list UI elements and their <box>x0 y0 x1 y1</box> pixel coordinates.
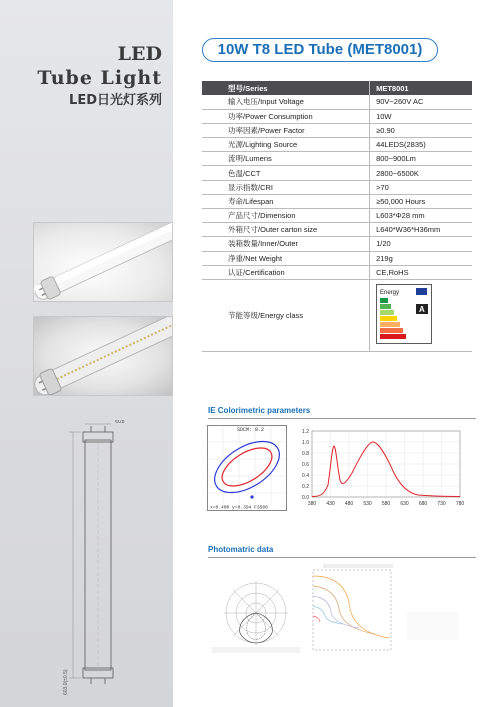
spec-label: 净重/Net Weight <box>202 251 370 265</box>
spd-y-tick: 1.2 <box>302 428 309 435</box>
section-title-photometric: Photomatric data <box>208 545 274 554</box>
product-header <box>202 38 438 62</box>
spec-row <box>202 95 472 109</box>
energy-label-graphic <box>370 279 472 351</box>
spec-row <box>202 109 472 123</box>
spec-row <box>202 123 472 137</box>
spd-y-tick: 0.0 <box>302 494 309 501</box>
spec-row <box>202 138 472 152</box>
section-divider <box>208 418 476 419</box>
spec-value: >70 <box>370 180 472 194</box>
product-photo-tube-leds <box>33 316 173 396</box>
spec-label: 功率/Power Consumption <box>202 109 370 123</box>
spec-label: 寿命/Lifespan <box>202 194 370 208</box>
spd-chart <box>290 425 468 510</box>
spec-label: 流明/Lumens <box>202 152 370 166</box>
spec-value: 90V~260V AC <box>370 95 472 109</box>
spd-x-tick: 780 <box>455 501 465 507</box>
product-photo-tube <box>33 222 173 302</box>
spec-label: 外箱尺寸/Outer carton size <box>202 223 370 237</box>
left-panel <box>0 0 173 707</box>
spd-y-tick: 0.6 <box>302 461 309 468</box>
spec-label: 光源/Lighting Source <box>202 138 370 152</box>
spec-row <box>202 166 472 180</box>
energy-rating: A <box>419 305 425 315</box>
spd-x-tick: 680 <box>418 501 428 507</box>
energy-title: Energy <box>380 290 400 297</box>
spec-header-label: 型号/Series <box>202 81 370 95</box>
spd-y-tick: 0.2 <box>302 483 309 490</box>
spec-value: 44LEDS(2835) <box>370 138 472 152</box>
spec-value: ≥50,000 Hours <box>370 194 472 208</box>
spec-value: CE,RoHS <box>370 265 472 279</box>
spd-x-tick: 430 <box>326 501 335 507</box>
spec-row-energy <box>202 279 472 351</box>
product-header-text: 10W T8 LED Tube (MET8001) <box>217 41 423 58</box>
spec-value: 219g <box>370 251 472 265</box>
spec-label: 色温/CCT <box>202 166 370 180</box>
brand-title-cn: LED日光灯系列 <box>69 93 162 108</box>
spec-label: 认证/Certification <box>202 265 370 279</box>
spec-label: 功率因素/Power Factor <box>202 123 370 137</box>
section-title-colorimetric: IE Colorimetric parameters <box>208 406 311 415</box>
spec-value: 1/20 <box>370 237 472 251</box>
spd-x-tick: 630 <box>400 501 409 507</box>
spd-y-tick: 0.4 <box>302 472 309 479</box>
spec-row <box>202 152 472 166</box>
cie-chart <box>207 425 287 511</box>
spec-row <box>202 251 472 265</box>
cie-footer: x=0.400 y=0.394 F3500 <box>210 505 268 511</box>
spd-x-tick: 480 <box>344 501 354 507</box>
brand-title-line2: Tube Light <box>37 67 162 89</box>
spd-y-tick: 0.8 <box>302 450 309 457</box>
brand-title-line1: LED <box>117 43 162 65</box>
spec-value: 10W <box>370 109 472 123</box>
dimension-width-label: Φ28 <box>115 420 125 425</box>
dimension-length-label: 603.0(±0.5) <box>63 669 69 695</box>
spec-label: 装箱数量/Inner/Outer <box>202 237 370 251</box>
spec-header-value: MET8001 <box>370 81 472 95</box>
spec-header-row <box>202 81 472 95</box>
spec-value: ≥0.90 <box>370 123 472 137</box>
dimension-drawing <box>45 420 145 700</box>
spec-row <box>202 237 472 251</box>
isolux-chart <box>303 562 463 666</box>
spd-x-tick: 380 <box>307 501 317 507</box>
spec-row <box>202 180 472 194</box>
spec-label: 节能等级/Energy class <box>202 279 370 351</box>
spd-y-tick: 1.0 <box>302 439 309 446</box>
spec-label: 显示指数/CRI <box>202 180 370 194</box>
polar-curve-chart <box>210 573 302 655</box>
spec-row <box>202 194 472 208</box>
spec-label: 输入电压/Input Voltage <box>202 95 370 109</box>
spec-value: 800~900Lm <box>370 152 472 166</box>
spec-row <box>202 209 472 223</box>
spec-value: 2800~6500K <box>370 166 472 180</box>
spd-x-tick: 580 <box>381 501 391 507</box>
section-divider <box>208 557 476 558</box>
spec-row <box>202 265 472 279</box>
cie-header: SDCM: 8.2 <box>237 427 265 433</box>
spd-x-tick: 730 <box>437 501 446 507</box>
spec-label: 产品尺寸/Dimension <box>202 209 370 223</box>
spd-x-tick: 530 <box>363 501 372 507</box>
brand-title <box>0 42 162 112</box>
spec-value: L603*Φ28 mm <box>370 209 472 223</box>
spec-value: L640*W36*H36mm <box>370 223 472 237</box>
spec-row <box>202 223 472 237</box>
spec-table <box>202 81 472 352</box>
